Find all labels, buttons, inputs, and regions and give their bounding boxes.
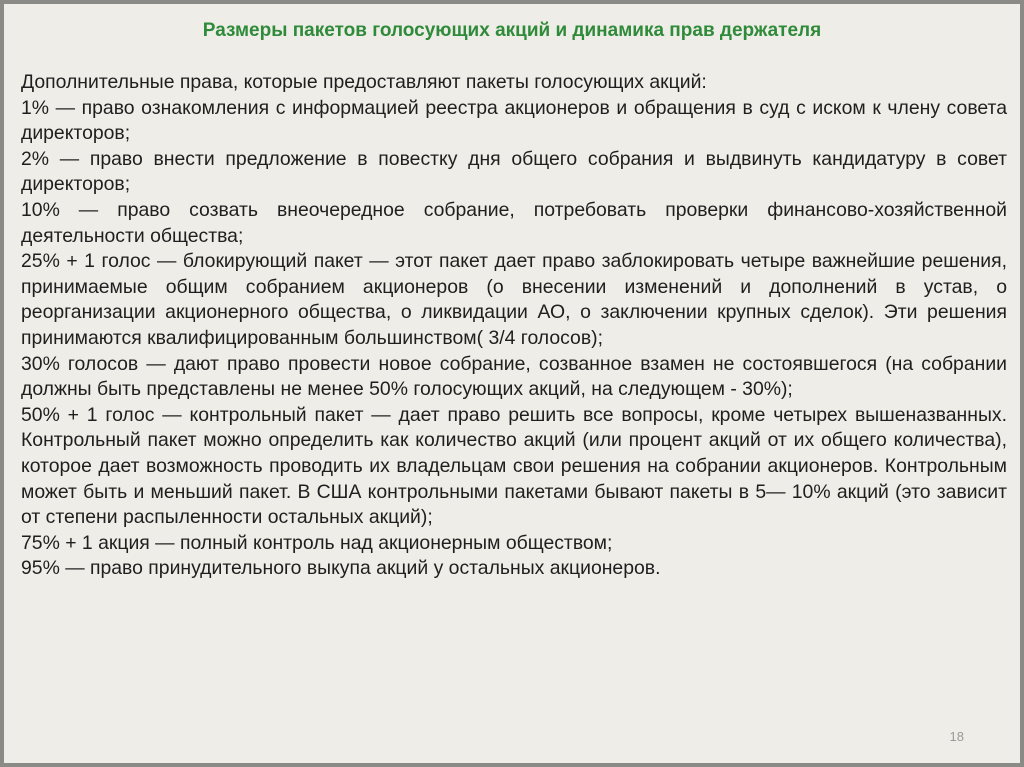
item-30-percent: 30% голосов — дают право провести новое собрание, созванное взамен не состоявшегося (на собрании должны быть представлены не менее 50% голосующих акций, на следующем - 30%); bbox=[21, 352, 1007, 401]
item-95-percent: 95% — право принудительного выкупа акций у остальных акционеров. bbox=[21, 557, 661, 580]
item-2-percent: 2% — право внести предложение в повестку дня общего собрания и выдвинуть кандидатуру в совет директоров; bbox=[21, 147, 1007, 196]
item-25-percent: 25% + 1 голос — блокирующий пакет — этот пакет дает право заблокировать четыре важнейшие решения, принимаемые общим собранием акционеров (о внесении изменений и дополнений в устав, о реорганизации акционерного общества, о ликвидации АО, о заключении крупных сделок). Эти решения принимаются квалифицированным большинством( 3/4 голосов); bbox=[21, 250, 1007, 349]
item-1-percent: 1% — право ознакомления с информацией реестра акционеров и обращения в суд с иском к члену совета директоров; bbox=[21, 96, 1007, 145]
slide-title: Размеры пакетов голосующих акций и динамика прав держателя bbox=[202, 20, 822, 41]
item-10-percent: 10% — право созвать внеочередное собрание, потребовать проверки финансово-хозяйственной деятельности общества; bbox=[21, 198, 1007, 247]
slide-body bbox=[21, 70, 1007, 582]
item-50-percent: 50% + 1 голос — контрольный пакет — дает право решить все вопросы, кроме четырех вышеназванных. Контрольный пакет можно определить как количество акций (или процент акций от их общего количества), которое дает возможность проводить их владельцам свои решения на собрании акционеров. Контрольным может быть и меньший пакет. В США контрольными пакетами бывают пакеты в 5— 10% акций (это зависит от степени распыленности остальных акций); bbox=[21, 403, 1007, 529]
page-number: 18 bbox=[949, 729, 964, 744]
item-75-percent: 75% + 1 акция — полный контроль над акционерным обществом; bbox=[21, 531, 613, 554]
slide bbox=[4, 4, 1020, 763]
intro-line: Дополнительные права, которые предоставляют пакеты голосующих акций: bbox=[21, 71, 707, 93]
